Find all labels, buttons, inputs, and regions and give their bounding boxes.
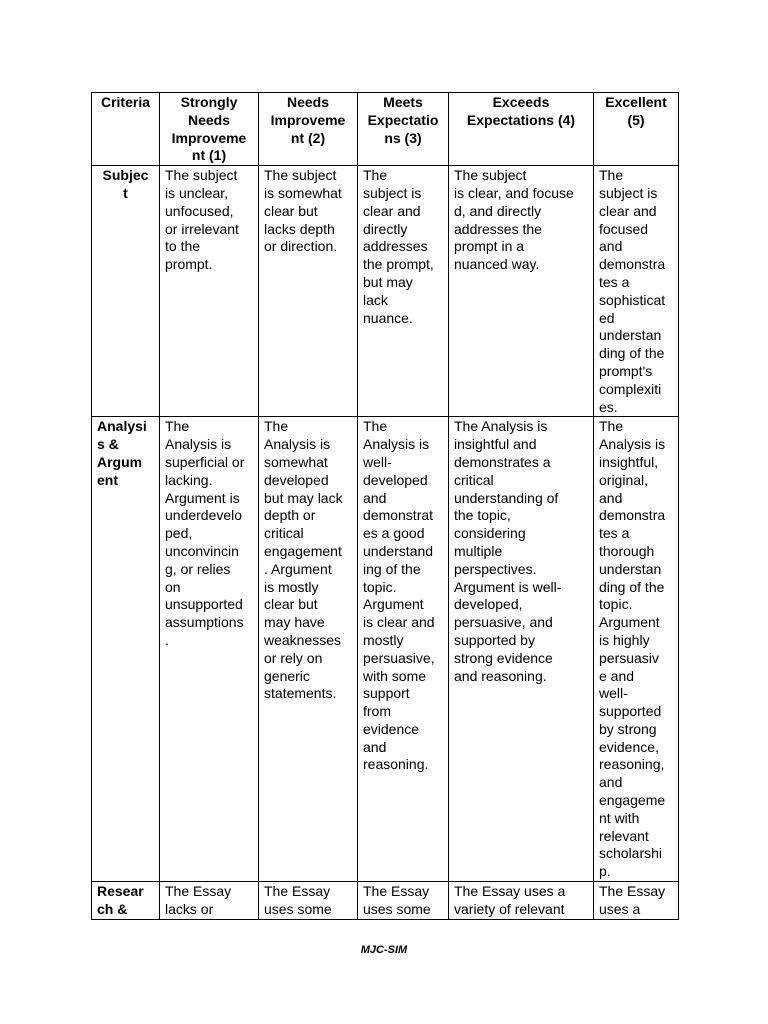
table-cell: The Essay uses some xyxy=(358,882,449,920)
table-cell: The Analysis is insightful, original, and demonstra tes a thorough understan ding of the topic. Argument is highly persuasiv e and well- supported by strong evidence, reasoning, and engageme nt with relevant scholarshi p. xyxy=(594,417,679,882)
header-strongly-needs-improvement: Strongly Needs Improveme nt (1) xyxy=(160,93,259,166)
header-row xyxy=(92,93,679,166)
table-cell: The Analysis is somewhat developed but may lack depth or critical engagement . Argument is mostly clear but may have weaknesses or rely on generic statements. xyxy=(259,417,358,882)
criteria-cell: Subjec t xyxy=(92,166,160,417)
page-footer: MJC-SIM xyxy=(360,944,408,956)
table-row-research xyxy=(92,882,679,920)
header-needs-improvement: Needs Improveme nt (2) xyxy=(259,93,358,166)
rubric-table xyxy=(91,92,679,920)
table-cell: The Analysis is insightful and demonstrates a critical understanding of the topic, considering multiple perspectives. Argument is well- developed, persuasive, and supported by strong evidence and reasoning. xyxy=(449,417,594,882)
table-cell: The subject is clear and focused and demonstra tes a sophisticat ed understan ding of the prompt's complexiti es. xyxy=(594,166,679,417)
header-exceeds-expectations: Exceeds Expectations (4) xyxy=(449,93,594,166)
header-excellent: Excellent (5) xyxy=(594,93,679,166)
table-cell: The Essay uses a variety of relevant xyxy=(449,882,594,920)
table-cell: The Essay uses some xyxy=(259,882,358,920)
table-cell: The subject is unclear, unfocused, or irrelevant to the prompt. xyxy=(160,166,259,417)
table-cell: The subject is clear, and focuse d, and directly addresses the prompt in a nuanced way. xyxy=(449,166,594,417)
criteria-cell: Resear ch & xyxy=(92,882,160,920)
table-cell: The Analysis is well- developed and demonstrat es a good understand ing of the topic. Argument is clear and mostly persuasive, with some support from evidence and reasoning. xyxy=(358,417,449,882)
header-criteria: Criteria xyxy=(92,93,160,166)
table-cell: The subject is clear and directly addresses the prompt, but may lack nuance. xyxy=(358,166,449,417)
table-cell: The Essay uses a xyxy=(594,882,679,920)
header-meets-expectations: Meets Expectatio ns (3) xyxy=(358,93,449,166)
table-cell: The Analysis is superficial or lacking. Argument is underdevelo ped, unconvincin g, or relies on unsupported assumptions . xyxy=(160,417,259,882)
table-cell: The Essay lacks or xyxy=(160,882,259,920)
criteria-cell: Analysi s & Argum ent xyxy=(92,417,160,882)
table-row-analysis-argument xyxy=(92,417,679,882)
table-row-subject xyxy=(92,166,679,417)
table-cell: The subject is somewhat clear but lacks depth or direction. xyxy=(259,166,358,417)
